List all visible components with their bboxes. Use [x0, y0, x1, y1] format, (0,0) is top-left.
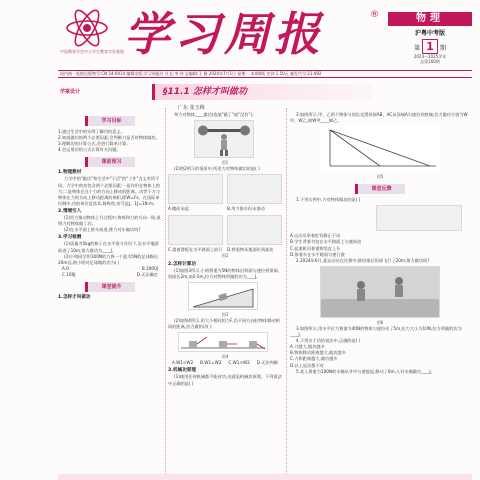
incline-diagram-icon	[189, 283, 257, 309]
subheading: 3.学习检测	[58, 235, 82, 241]
edition-label: 沪粤中考版	[414, 30, 445, 37]
choice-label: D.推着车在水平路面匀速行驶	[290, 251, 345, 257]
choice-item	[227, 172, 282, 212]
choice-label: B.用力推车但未推动	[227, 206, 265, 212]
option: C.100J	[62, 271, 76, 277]
choice-label: D.将重物从地面拉到高处	[227, 247, 274, 253]
choice-label: A.运动员举着杠铃静止不动	[290, 233, 341, 239]
paragraph: 力学中的"做功"和生活中"干活"的"工作"含义有所不同。力学中的功包含两个必要因素:一是作用在物体上的力;二是物体在这个力的方向上移动的距离。功等于力与物体在力的方向上移动距离的乘积,即W=Fs。在国际单位制中,功的单位是焦耳,简称焦,符号是J。1J=1N·m。	[58, 176, 160, 206]
figure-caption: 图6	[376, 319, 384, 325]
publication-info-strip: 国内统一连续出版物号:CN 54-0014 编辑出版:学习周报社 社长:李 伟 总编辑:王 静 2024年7月1日 星期一 本期4版 定价:1.50元 邮发代号:21-092	[58, 70, 472, 78]
subheading: 2.情境引入	[58, 208, 82, 214]
issue-prefix: 第	[414, 45, 421, 52]
figure-5	[320, 126, 440, 172]
choice-item	[168, 172, 223, 212]
option: B.2000J	[141, 265, 158, 271]
slope-diagram-icon	[320, 126, 440, 172]
column-divider	[286, 108, 287, 474]
choice-label: B.学生背着书包在水平路面上匀速前进	[290, 239, 362, 245]
figure-runner	[376, 205, 462, 231]
issue-meta	[388, 54, 472, 64]
subject-label: 物理	[388, 12, 472, 26]
section-tag-goals: 学习目标	[85, 116, 135, 126]
subheading: 2.怎样计算功	[168, 261, 196, 267]
issue-label	[388, 39, 472, 54]
column-2	[168, 112, 282, 474]
paragraph: (2)如图4所示,用大小相同的力F,沿不同方向拉物体移动相同的距离,拉力做的功( )	[168, 317, 280, 330]
newspaper-title: 学习周报	[124, 7, 324, 61]
answer-options	[168, 360, 282, 366]
column-3	[290, 112, 470, 474]
section-tag-preview: 课前预习	[85, 157, 135, 167]
paragraph: 4.下列关于功的说法中,正确的是( )	[296, 338, 361, 344]
subheading: 1.怎样才叫做功	[58, 294, 91, 300]
figure-caption: 图4	[221, 354, 229, 360]
paragraph: (2)小明同学用100N的力将一个重为5N的足球踢出20m远,则小明对足球做的功为( )	[58, 253, 159, 265]
author: 广东 张玉梅	[178, 105, 205, 111]
choice-label: C.起重机吊着重物竖直上升	[290, 245, 341, 251]
column-1	[58, 112, 162, 474]
figure-3	[188, 282, 258, 310]
masthead	[58, 6, 472, 68]
option: D.无法确定	[136, 271, 158, 277]
option: D.无法判断	[256, 360, 278, 366]
goal-item: 2.知道做功的两个必要因素,会判断力是否对物体做功。	[58, 135, 160, 141]
choice-item	[227, 213, 282, 253]
option: B.W1=W2	[200, 360, 222, 366]
sports-photo-icon	[321, 267, 439, 317]
figure-caption: 图3	[221, 311, 229, 317]
paragraph: (2)图2所示的情景中,所述力对物体做功的是( )	[174, 166, 260, 172]
paragraph: 举力对物体____做功(选填"做了"或"没有")。	[174, 112, 257, 117]
goal-item: 1.通过生活中的实例了解功的意义。	[58, 129, 125, 134]
force-diagram-icon	[179, 333, 267, 351]
atom-logo-icon	[60, 8, 114, 48]
subheading: 1.物理教材	[58, 170, 82, 176]
design-tag: 学案设计	[60, 89, 81, 95]
paragraph: 2.2024年6月,某运动员在比赛中,推铅球后铅球飞行了20m,推力做功吗?	[296, 257, 430, 263]
goal-item: 3.理解功的计算公式,会进行简单计算。	[58, 141, 131, 147]
section-tag-feedback: 课堂反馈	[355, 184, 405, 194]
figure-4	[178, 332, 268, 352]
option: C.W1>W2	[228, 360, 250, 366]
choice-label: B.物体移动距离越大,做功越多	[290, 350, 346, 356]
subheading: 3.机械功原理	[168, 368, 196, 374]
paragraph: (2)在水平面上推车前进,推力对车做功吗?	[64, 227, 141, 233]
choice-item	[168, 213, 223, 253]
paragraph: 5.某人将重为100N的水桶从井中匀速提起,移动了6m,人对水桶做功____J。	[296, 368, 435, 374]
choice-label: D.以上说法都不对	[290, 362, 324, 368]
issue-meta-year: 2024～2025学年	[413, 54, 447, 59]
weightlifter-illustration-icon	[195, 121, 253, 157]
paragraph: (1)使用任何机械都不能省功,这就是机械功原理。下列说法中正确的是( )	[168, 374, 282, 386]
figure-caption: 图1	[221, 160, 229, 166]
option: A.0	[62, 265, 69, 271]
choice-image	[168, 174, 223, 204]
registered-mark: ®	[370, 10, 379, 20]
goal-item: 4.会运用功的公式计算有关问题。	[58, 147, 121, 153]
choice-image	[227, 215, 282, 245]
paragraph: (1)用力推动物体上升过程中,物体和力的方向一致,说明力对物体做了功。	[58, 215, 161, 227]
section-tag-class: 课堂提升	[85, 282, 135, 292]
paragraph: 3.如图所示,用水平拉力将重为40N的物体匀速拉动了5m,拉力大小为10N,拉力所做的功为____J。	[290, 325, 462, 338]
figure-1	[194, 120, 254, 158]
choice-label: A.力越大,做功越多	[290, 344, 325, 350]
issue-suffix: 期	[439, 45, 446, 52]
issue-meta-total: 总第160期	[420, 59, 440, 64]
logo	[60, 8, 124, 64]
figure-6	[320, 266, 440, 318]
option: A.W1<W2	[172, 360, 194, 366]
logo-text: 中国教育学会中小学生教育实验基地	[60, 49, 124, 54]
figure-caption: 图5	[376, 174, 384, 180]
paragraph: 3.如图所示,甲、乙两个物体分别沿光滑斜面AB、AC从顶端A匀速拉到底端,拉力做功分别为W甲、W乙,则W甲____W乙。	[290, 112, 468, 124]
paragraph: (1)质量为5kg的箱子在水平推力作用下,沿水平地面前进了10m,推力做功为____J。	[58, 241, 159, 253]
bottom-band	[58, 474, 472, 480]
choice-label: A.搬而未起	[168, 206, 189, 212]
section-banner-row	[58, 82, 472, 102]
choice-label: C.提着滑板在水平路面上前行	[168, 247, 223, 253]
answer-options	[58, 272, 162, 278]
figure-caption: 图2	[221, 253, 229, 259]
choice-image	[168, 215, 223, 245]
issue-number: 1	[422, 39, 438, 54]
choice-grid	[168, 172, 282, 253]
choice-image	[227, 174, 282, 204]
paragraph: (1)如图3所示,小明将重为5N的物体沿斜面匀速拉到顶端,斜面长2m,高0.5m,拉力对物体所做的功为____J。	[168, 267, 279, 279]
paragraph: 1.下列实例中,力对物体做功的是( )	[296, 197, 361, 203]
lesson-title: §11.1 怎样才叫做功	[152, 84, 372, 100]
choice-label: C.力和距离越大,做功越多	[290, 356, 338, 362]
column-divider	[165, 108, 166, 474]
